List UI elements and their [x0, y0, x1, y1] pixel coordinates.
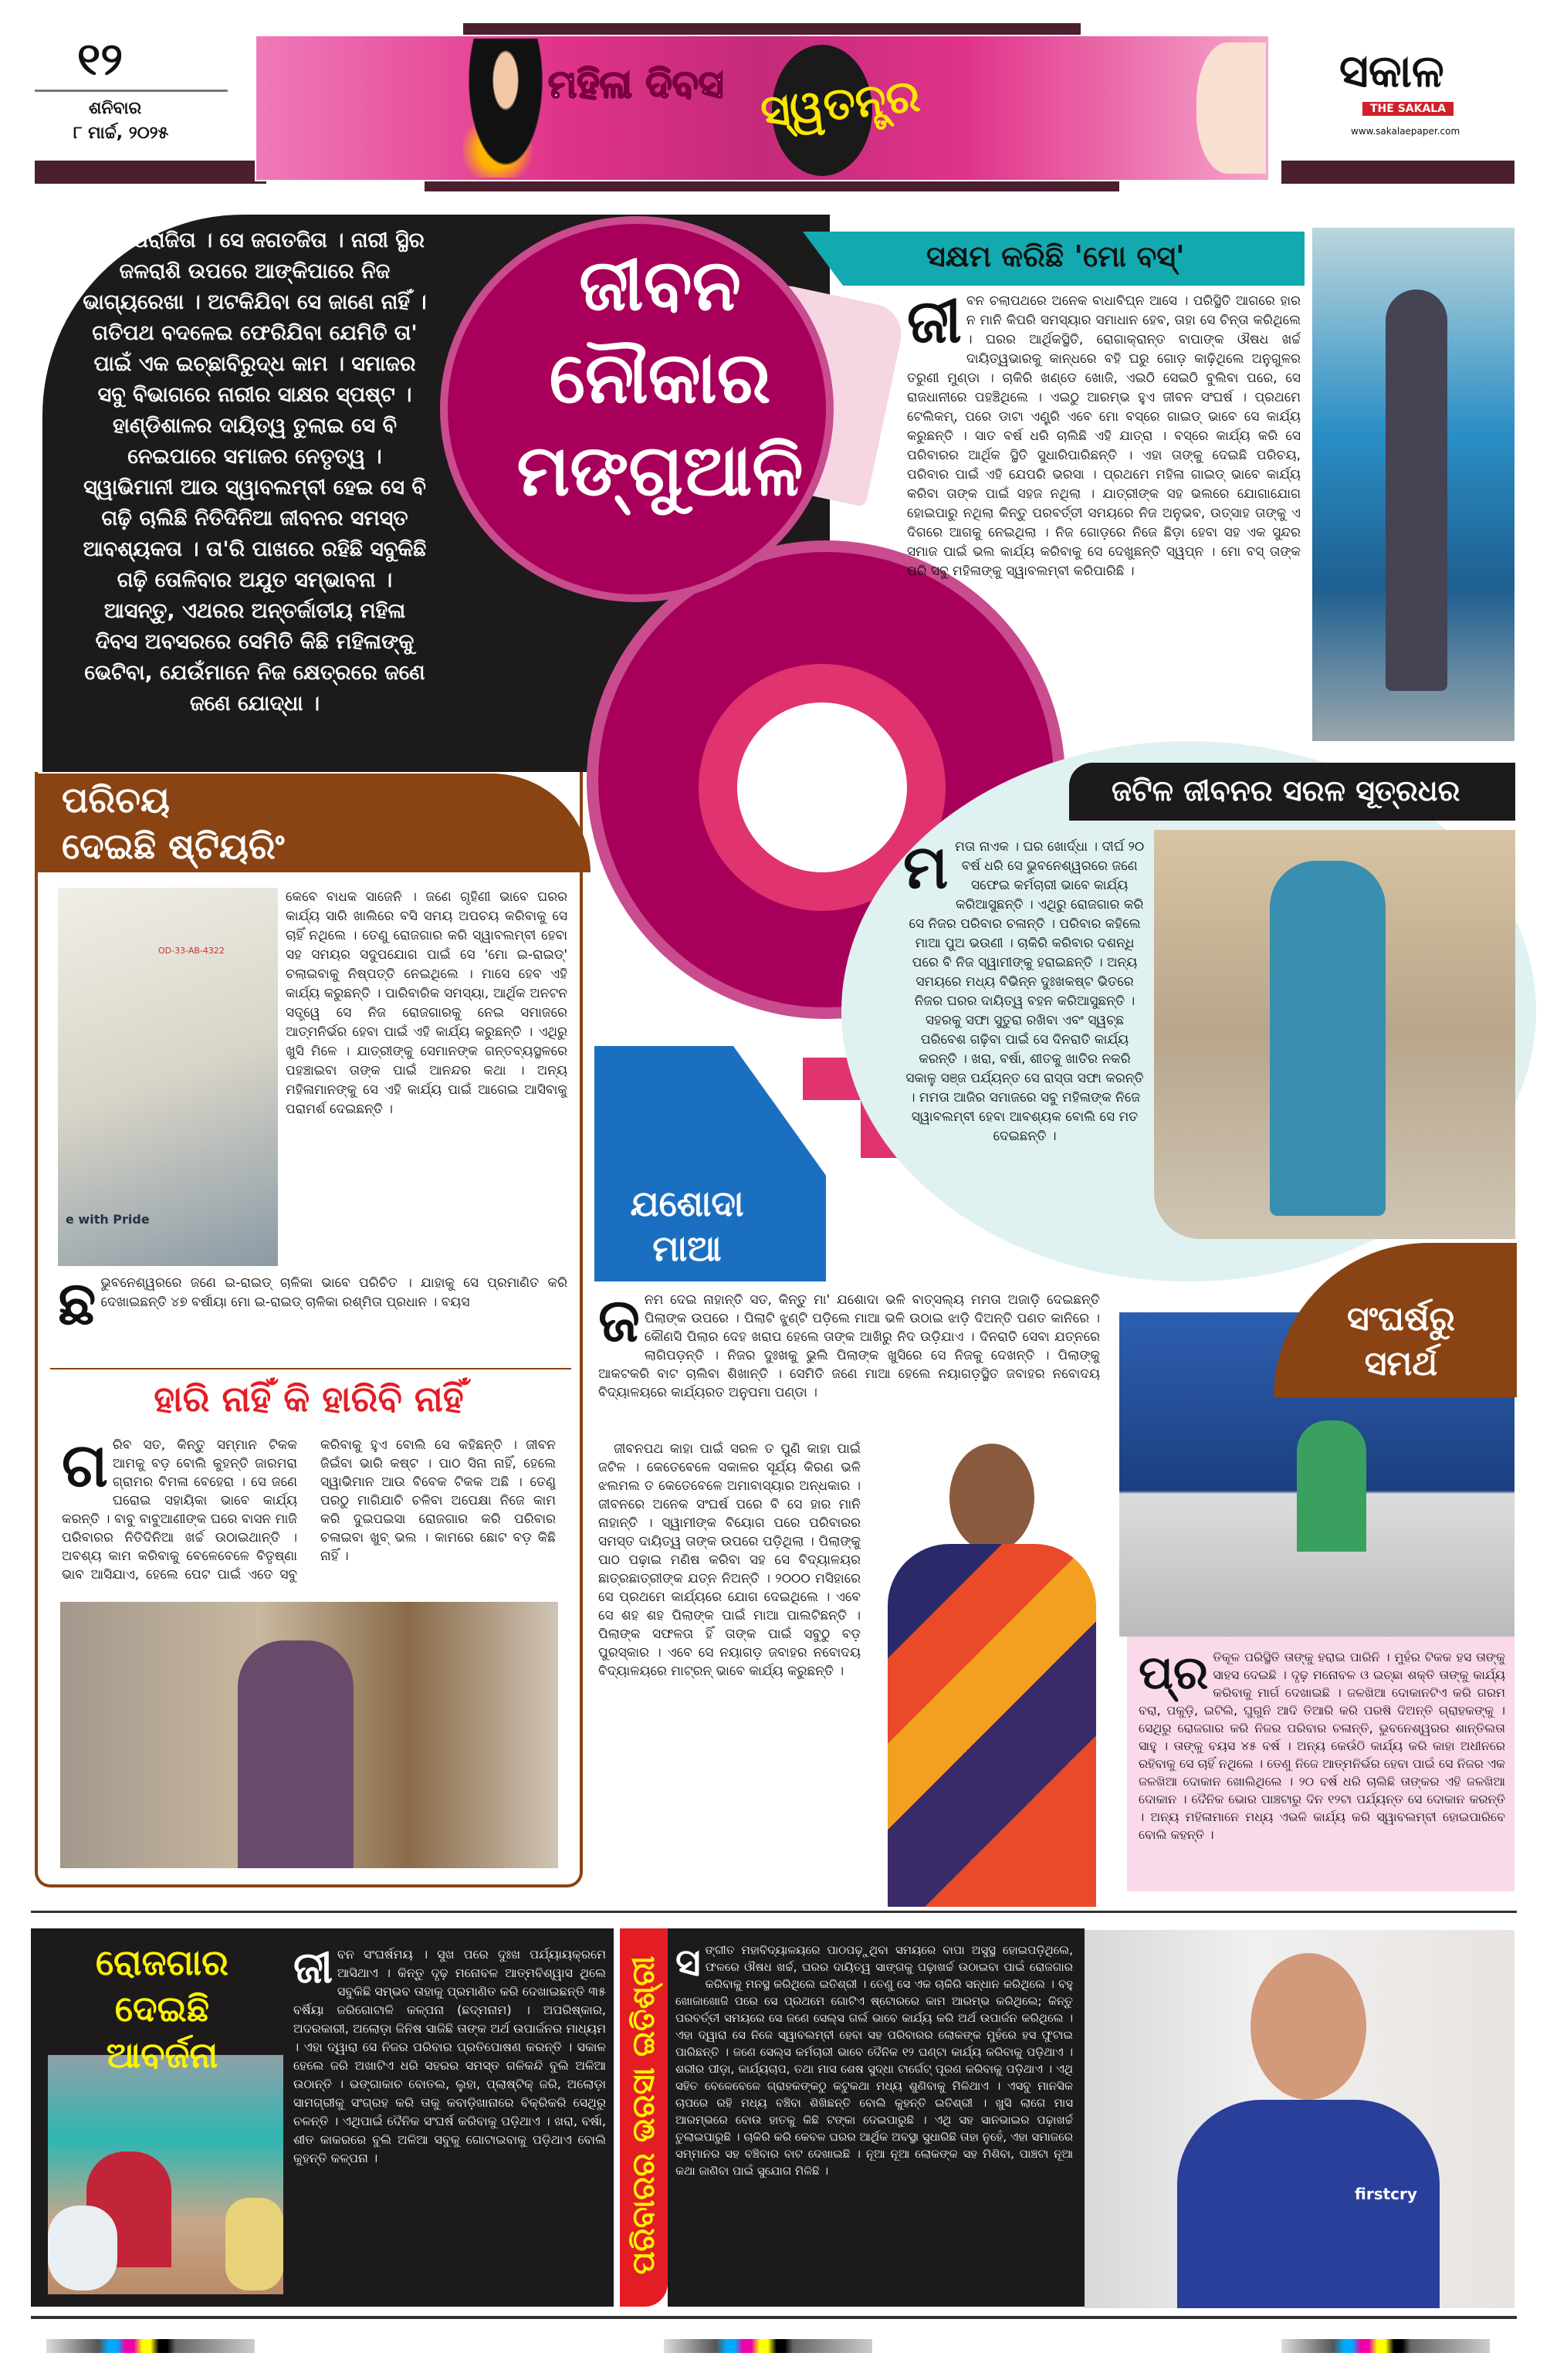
maroon-bar-right: [1281, 161, 1514, 184]
page-header: [0, 0, 1550, 193]
person-face: [949, 1444, 1034, 1552]
sangharsha-headline-line-1: ସଂଘର୍ଷରୁ: [1347, 1299, 1455, 1339]
header-divider: [35, 90, 228, 92]
sales-girl-photo: [1085, 1930, 1514, 2308]
yashoda-article-cont: ଜୀବନପଥ କାହା ପାଇଁ ସରଳ ତ ପୁଣି କାହା ପାଇଁ ଜଟିଳ । କେତେବେଳେ ସକାଳର ସୂର୍ଯ୍ୟ କିରଣ ଭଳି ଝଲମଲ ତ କେତେବେଳେ ଅମାବାସ୍ୟାର ଅନ୍ଧକାର । ଜୀବନରେ ଅନେକ ସଂଘର୍ଷ ପରେ ବି ସେ ହାର ମାନି ନାହାନ୍ତି । ସ୍ୱାମୀଙ୍କ ବିୟୋଗ ପରେ ପରିବାରର ସମସ୍ତ ଦାୟିତ୍ୱ ତାଙ୍କ ଉପରେ ପଡ଼ିଥିଲା । ପିଲାଙ୍କୁ ପାଠ ପଢ଼ାଇ ମଣିଷ କରିବା ସହ ସେ ବିଦ୍ୟାଳୟର ଛାତ୍ରଛାତ୍ରୀଙ୍କ ଯତ୍ନ ନିଅନ୍ତି । ୨୦୦୦ ମସିହାରେ ସେ ପ୍ରଥମେ କାର୍ଯ୍ୟରେ ଯୋଗ ଦେଇଥିଲେ । ଏବେ ସେ ଶହ ଶହ ପିଲାଙ୍କ ପାଇଁ ମାଆ ପାଲଟିଛନ୍ତି । ପିଲାଙ୍କ ସଫଳତା ହିଁ ତାଙ୍କ ପାଇଁ ସବୁଠୁ ବଡ଼ ପୁରସ୍କାର । ଏବେ ସେ ନୟାଗଡ଼ ଜବାହର ନବୋଦୟ ବିଦ୍ୟାଳୟରେ ମାଟ୍ରନ୍ ଭାବେ କାର୍ଯ୍ୟ କରୁଛନ୍ତି ।: [598, 1441, 861, 1679]
banner-badge-text: ସ୍ୱତନ୍ତ୍ର: [757, 69, 922, 138]
steering-headline: [62, 777, 285, 869]
color-registration-bar: [664, 2339, 872, 2353]
sweeper-photo: [1154, 830, 1515, 1239]
main-headline-line-1: ଜୀବନ: [579, 244, 741, 327]
itishree-headline: ପରିବାରର ଭରସା ଇତିଶ୍ରୀ: [626, 1955, 662, 2275]
sack: [48, 2206, 117, 2290]
logo-subtitle: THE SAKALA: [1362, 102, 1454, 116]
yashoda-headline-line-1: ଯଶୋଦା: [630, 1183, 744, 1224]
person-face: [1250, 1953, 1366, 2100]
banner-title: ମହିଳା ଦିବସ: [548, 62, 724, 107]
intro-text: ସେ ଅପରାଜିତା । ସେ ଜଗତଜିତା । ନାରୀ ସ୍ଥିର ଜଳରାଶି ଉପରେ ଆଙ୍କିପାରେ ନିଜ ଭାଗ୍ୟରେଖା । ଅଟକିଯିବା ସେ ଜାଣେ ନାହିଁ । ଗତିପଥ ବଦଳେଇ ଫେରିଯିବା ଯେମିତି ତା' ପାଇଁ ଏକ ଇଚ୍ଛାବିରୁଦ୍ଧ କାମ । ସମାଜର ସବୁ ବିଭାଗରେ ନାରୀର ସାକ୍ଷର ସ୍ପଷ୍ଟ । ହାଣ୍ଡିଶାଳର ଦାୟିତ୍ୱ ତୁଲାଇ ସେ ବି ନେଇପାରେ ସମାଜର ନେତୃତ୍ୱ । ସ୍ୱାଭିମାନୀ ଆଉ ସ୍ୱାବଲମ୍ବୀ ହେଇ ସେ ବି ଗଢ଼ି ଚାଲିଛି ନିତିଦିନିଆ ଜୀବନର ସମସ୍ତ ଆବଶ୍ୟକତା । ତା'ରି ପାଖରେ ରହିଛି ସବୁକିଛି ଗଢ଼ି ତୋଳିବାର ଅଯୁତ ସମ୍ଭାବନା । ଆସନ୍ତୁ, ଏଥରର ଅନ୍ତର୍ଜାତୀୟ ମହିଳା ଦିବସ ଅବସରରେ ସେମିତି କିଛି ମହିଳାଙ୍କୁ ଭେଟିବା, ଯେଉଁମାନେ ନିଜ କ୍ଷେତ୍ରରେ ଜଣେ ଜଣେ ଯୋଦ୍ଧା ।: [83, 229, 427, 716]
article-body: ମତା ନାଏକ । ଘର ଖୋର୍ଦ୍ଧା । ଦୀର୍ଘ ୨୦ ବର୍ଷ ଧରି ସେ ଭୁବନେଶ୍ୱରରେ ଜଣେ ସଫେଇ କର୍ମଚାରୀ ଭାବେ କାର୍ଯ୍ୟ କରିଆସୁଛନ୍ତି । ଏଥିରୁ ରୋଜଗାର କରି ସେ ନିଜର ପରିବାର ଚଳାନ୍ତି । ପରିବାର କହିଲେ ମାଆ ପୁଅ ଭଉଣୀ । ଚାକିରି କରିବାର ଦଶନ୍ଧି ପରେ ବି ନିଜ ସ୍ୱାମୀଙ୍କୁ ହରାଇଛନ୍ତି । ଅନ୍ୟ ସମୟରେ ମଧ୍ୟ ବିଭିନ୍ନ ଦୁଃଖକଷ୍ଟ ଭିତରେ ନିଜର ଘରର ଦାୟିତ୍ୱ ବହନ କରିଆସୁଛନ୍ତି । ସହରକୁ ସଫା ସୁତୁରା ରଖିବା ଏବଂ ସ୍ୱଚ୍ଛ ପରିବେଶ ଗଢ଼ିବା ପାଇଁ ସେ ଦିନରାତି କାର୍ଯ୍ୟ କରନ୍ତି । ଖରା, ବର୍ଷା, ଶୀତକୁ ଖାତିର ନକରି ସକାଳୁ ସଞ୍ଜ ପର୍ଯ୍ୟନ୍ତ ସେ ରାସ୍ତା ସଫା କରନ୍ତି । ମମତା ଆଜିର ସମାଜରେ ସବୁ ମହିଳାଙ୍କ ନିଜେ ସ୍ୱାବଲମ୍ବୀ ହେବା ଆବଶ୍ୟକ ବୋଲି ସେ ମତ ଦେଇଛନ୍ତି ।: [905, 839, 1145, 1144]
color-registration-bar: [46, 2339, 255, 2353]
steering-headline-line-2: ଦେଇଛି ଷ୍ଟିୟରିଂ: [62, 825, 285, 867]
domestic-worker-photo: [60, 1602, 558, 1868]
person-silhouette: [1297, 1420, 1366, 1552]
drop-cap: ଜ: [598, 1291, 640, 1356]
waste-picker-photo: [48, 2055, 283, 2294]
drop-cap: ଗ: [62, 1436, 108, 1501]
drop-cap: ଛ: [58, 1274, 96, 1339]
jatila-article: [903, 838, 1146, 1254]
main-headline-line-3: ମଙ୍ଗୁଆଳି: [516, 429, 804, 512]
jatila-headline: ଜଟିଳ ଜୀବନର ସରଳ ସୂତ୍ରଧର: [1112, 774, 1460, 807]
drop-cap: ପ୍ର: [1139, 1648, 1209, 1700]
auto-number: OD-33-AB-4322: [158, 946, 225, 956]
website[interactable]: www.sakalaepaper.com: [1351, 126, 1460, 137]
e-rickshaw-photo: [58, 888, 278, 1266]
mo-bus-headline: ସକ୍ଷମ କରିଛି 'ମୋ ବସ୍': [926, 239, 1185, 273]
hari-nahin-article: [62, 1436, 556, 1598]
person-silhouette: [1270, 861, 1386, 1216]
main-headline: [502, 239, 818, 517]
bottom-rule: [31, 1911, 1517, 1913]
abarjana-headline-line-2: ଆବର୍ଜନା: [106, 2034, 218, 2076]
section-divider: [50, 1368, 571, 1369]
banner-face-illustration: [1196, 42, 1266, 174]
abarjana-article: [293, 1945, 606, 2293]
page-number: ୧୨: [77, 32, 124, 85]
article-body: ନମ ଦେଇ ନାହାନ୍ତି ସତ, କିନ୍ତୁ ମା' ଯଶୋଦା ଭଳି ବାତ୍ସଲ୍ୟ ମମତା ଅଜାଡ଼ି ଦେଇଛନ୍ତି ପିଲାଙ୍କ ଉପରେ । ପିଲାଟି ଝୁଣ୍ଟି ପଡ଼ିଲେ ମାଆ ଭଳି ଉଠାଇ ଝାଡ଼ି ଦିଅନ୍ତି ପଣତ କାନିରେ । କୌଣସି ପିଲାର ଦେହ ଖରାପ ହେଲେ ତାଙ୍କ ଆଖିରୁ ନିଦ ଉଡ଼ିଯାଏ । ଦିନରାତି ସେବା ଯତ୍ନରେ ଲାଗିପଡ଼ନ୍ତି । ନିଜର ଦୁଃଖକୁ ଭୁଲି ପିଲାଙ୍କ ଖୁସିରେ ସେ ନିଜକୁ ଦେଖନ୍ତି । ପିଲାଙ୍କୁ ଆକଟକରି ବାଟ ଚାଲିବା ଶିଖାନ୍ତି । ସେମିତି ଜଣେ ମାଆ ହେଲେ ନୟାଗଡ଼ସ୍ଥିତ ଜବାହର ନବୋଦୟ ବିଦ୍ୟାଳୟରେ କାର୍ଯ୍ୟରତ ଅନୁପମା ପଣ୍ଡା ।: [598, 1292, 1100, 1400]
day: ଶନିବାର: [89, 99, 142, 118]
abarjana-headline-line-1: ରୋଜଗାର ଦେଇଛି: [95, 1942, 229, 2030]
itishree-article: [675, 1942, 1073, 2297]
date: ୮ ମାର୍ଚ୍ଚ, ୨୦୨୫: [73, 124, 169, 143]
color-registration-bar: [1281, 2339, 1490, 2353]
drop-cap: ଜୀ: [907, 292, 962, 357]
person-saree: [888, 1544, 1096, 1907]
yashoda-headline: [610, 1181, 764, 1271]
drop-cap: ମ: [903, 838, 949, 902]
abarjana-headline: [42, 1939, 282, 2078]
article-body: ଙ୍ଗୀତ ମହାବିଦ୍ୟାଳୟରେ ପାଠପଢ଼ୁଥିବା ସମୟରେ ବାପା ଅସୁସ୍ଥ ହୋଇପଡ଼ିଥିଲେ, ଫଳରେ ଔଷଧ ଖର୍ଚ୍ଚ, ଘରର ଦାୟିତ୍ୱ ସାଙ୍ଗକୁ ପଢ଼ାଖର୍ଚ୍ଚ ଉଠାଇବା ପାଇଁ ରୋଜଗାର କରିବାକୁ ମନସ୍ଥ କରିଥିଲେ ଇତିଶ୍ରୀ । ତେଣୁ ସେ ଏକ ଚାକିରି ସନ୍ଧାନ କରିଥିଲେ । ବହୁ ଖୋଜାଖୋଜି ପରେ ସେ ପ୍ରଥମେ ଗୋଟିଏ ଷ୍ଟୋରରେ କାମ ଆରମ୍ଭ କରିଥିଲେ; କିନ୍ତୁ ପରବର୍ତ୍ତୀ ସମୟରେ ସେ ଜଣେ ସେଲ୍ସ ଗର୍ଲ ଭାବେ କାର୍ଯ୍ୟ କରି ଅର୍ଥ ଉପାର୍ଜନ କରିଥିଲେ । ଏହା ଦ୍ୱାରା ସେ ନିଜେ ସ୍ୱାବଲମ୍ବୀ ହେବା ସହ ପରିବାରର ଲୋକଙ୍କ ମୁହଁରେ ହସ ଫୁଟାଇ ପାରିଛନ୍ତି । ଜଣେ ସେଲ୍ସ କର୍ମଚାରୀ ଭାବେ ଦୈନିକ ୧୨ ଘଣ୍ଟା କାର୍ଯ୍ୟ କରିବାକୁ ପଡ଼ିଥାଏ । ଶରୀର ପୀଡ଼ା, କାର୍ଯ୍ୟଚାପ, ତଥା ମାସ ଶେଷ ସୁଦ୍ଧା ଟାର୍ଗେଟ୍ ପୂରଣ କରିବାକୁ ପଡ଼ିଥାଏ । ଏଥି ସହିତ ବେଳେବେଳେ ଗ୍ରାହକଙ୍କଠୁ କଟୁକଥା ମଧ୍ୟ ଶୁଣିବାକୁ ମିଳିଥାଏ । ଏସବୁ ମାନସିକ ଚାପରେ ରହି ମଧ୍ୟ ବଞ୍ଚିବା ଶିଖିଛନ୍ତି ବୋଲି କୁହନ୍ତି ଇତିଶ୍ରୀ । ଖୁସି ଲାଗେ ମାସ ଆରମ୍ଭରେ ବୋଉ ହାତକୁ କିଛି ଟଙ୍କା ଦେଇପାରୁଛି । ଏଥି ସହ ସାନଭାଇର ପଢ଼ାଖର୍ଚ୍ଚ ତୁଲାଇପାରୁଛି । ଚାକିରି କରି କେବଳ ଘରର ଆର୍ଥିକ ଅବସ୍ଥା ସୁଧାରିଛି ତାହା ନୁହେଁ, ଏହା ସମାଜରେ ସମ୍ମାନର ସହ ବଞ୍ଚିବାର ବାଟ ଦେଖାଇଛି । ନୂଆ ନୂଆ ଲୋକଙ୍କ ସହ ମିଶିବା, ପାଞ୍ଚଟା ନୂଆ କଥା ଜାଣିବା ପାଇଁ ସୁଯୋଗ ମିଳିଛି ।: [675, 1943, 1073, 2178]
steering-headline-line-1: ପରିଚୟ: [62, 779, 170, 821]
drop-cap: ଜୀ: [293, 1945, 333, 1993]
yashoda-headline-line-2: ମାଆ: [652, 1227, 722, 1269]
footer-rule: [31, 2316, 1517, 2319]
sangharsha-headline: [1305, 1297, 1498, 1386]
maroon-bar-left: [35, 161, 266, 184]
sack: [225, 2198, 283, 2290]
article-body: ରିବ ସତ, କିନ୍ତୁ ସମ୍ମାନ ଟିକକ ଆମକୁ ବଡ଼ ବୋଲି କୁହନ୍ତି ଜାରମରା ଗ୍ରାମର ବିମଳା ବେହେରା । ସେ ଜଣେ ଘରୋଇ ସହାୟିକା ଭାବେ କାର୍ଯ୍ୟ କରନ୍ତି । ବାବୁ ବାବୁଆଣୀଙ୍କ ଘରେ ବାସନ ମାଜି ପରିବାରର ନିତିଦିନିଆ ଖର୍ଚ୍ଚ ଉଠାଇଥାନ୍ତି । ଅବଶ୍ୟ କାମ କରିବାକୁ ବେଳେବେଳେ ବିତୃଷ୍ଣା ଭାବ ଆସିଯାଏ, ହେଲେ ପେଟ ପାଇଁ ଏତେ ସବୁ କରିବାକୁ ହୁଏ ବୋଲି ସେ କହିଛନ୍ତି । ଜୀବନ ଜିଇଁବା ଭାରି କଷ୍ଟ । ପାଠ ସିନା ନାହିଁ, ହେଲେ ସ୍ୱାଭିମାନ ଆଉ ବିବେକ ଟିକକ ଅଛି । ତେଣୁ ପରଠୁ ମାଗିଯାଚି ଚଳିବା ଅପେକ୍ଷା ନିଜେ କାମ କରି ଦୁଇପଇସା ରୋଜଗାର କରି ପରିବାର ଚଳାଇବା ଖୁବ୍ ଭଲ । କାମରେ ଛୋଟ ବଡ଼ କିଛି ନାହିଁ ।: [62, 1437, 556, 1583]
article-body: ଭୁବନେଶ୍ୱରରେ ଜଣେ ଇ-ରାଇଡ୍ ଚାଳିକା ଭାବେ ପରିଚିତ । ଯାହାକୁ ସେ ପ୍ରମାଣିତ କରି ଦେଖାଇଛନ୍ତି ୪୭ ବର୍ଷୀୟା ମୋ ଇ-ରାଇଡ୍ ଚାଳିକା ରଶ୍ମିତା ପ୍ରଧାନ । ବୟସ: [100, 1275, 567, 1310]
steering-article: କେବେ ବାଧକ ସାଜେନି । ଜଣେ ଗୃହିଣୀ ଭାବେ ଘରର କାର୍ଯ୍ୟ ସାରି ଖାଲିରେ ବସି ସମୟ ଅପଚୟ କରିବାକୁ ସେ ଚାହିଁ ନଥିଲେ । ତେଣୁ ରୋଜଗାର କରି ସ୍ୱାବଲମ୍ବୀ ହେବା ସହ ସମୟର ସଦୁପଯୋଗ ପାଇଁ ସେ 'ମୋ ଇ-ରାଇଡ୍' ଚଲାଇବାକୁ ନିଷ୍ପତ୍ତି ନେଇଥିଲେ । ମାସେ ହେବ ଏହି କାର୍ଯ୍ୟ କରୁଛନ୍ତି । ପାରିବାରିକ ସମସ୍ୟା, ଆର୍ଥିକ ଅନଟନ ସତ୍ତ୍ୱେ ସେ ନିଜ ରୋଜଗାରକୁ ନେଇ ସମାଜରେ ଆତ୍ମନିର୍ଭର ହେବା ପାଇଁ ଏହି କାର୍ଯ୍ୟ କରୁଛନ୍ତି । ଏଥିରୁ ଖୁସି ମିଳେ । ଯାତ୍ରୀଙ୍କୁ ସେମାନଙ୍କ ଗନ୍ତବ୍ୟସ୍ଥଳରେ ପହଞ୍ଚାଇବା ତାଙ୍କ ପାଇଁ ଆନନ୍ଦର କଥା । ଅନ୍ୟ ମହିଳାମାନଙ୍କୁ ସେ ଏହି କାର୍ଯ୍ୟ ପାଇଁ ଆଗେଇ ଆସିବାକୁ ପରାମର୍ଶ ଦେଇଛନ୍ତି ।: [286, 889, 567, 1117]
uniform-logo: firstcry: [1355, 2185, 1417, 2203]
bus-guide-photo: [1312, 228, 1514, 741]
article-body: ତିକୂଳ ପରିସ୍ଥିତି ତାଙ୍କୁ ହରାଇ ପାରିନି । ମୁହଁର ଟିକକ ହସ ତାଙ୍କୁ ସାହସ ଦେଇଛି । ଦୃଢ଼ ମନୋବଳ ଓ ଇଚ୍ଛା ଶକ୍ତି ତାଙ୍କୁ କାର୍ଯ୍ୟ କରିବାକୁ ମାର୍ଗ ଦେଖାଇଛି । ଜଳଖିଆ ଦୋକାନଟିଏ କରି ଗରମ ବରା, ପକୁଡ଼ି, ଇଟିଲି, ଘୁଗୁନି ଆଦି ତିଆରି କରି ପରଷି ଦିଅନ୍ତି ଗ୍ରାହକଙ୍କୁ । ସେଥିରୁ ରୋଜଗାର କରି ନିଜର ପରିବାର ଚଳାନ୍ତି, ଭୁବନେଶ୍ୱରର ଶାନ୍ତିଲତା ସାହୁ । ତାଙ୍କୁ ବୟସ ୪୫ ବର୍ଷ । ଅନ୍ୟ କେଉଁଠି କାର୍ଯ୍ୟ କରି କାହା ଅଧୀନରେ ରହିବାକୁ ସେ ଚାହିଁ ନଥିଲେ । ତେଣୁ ନିଜେ ଆତ୍ମନିର୍ଭର ହେବା ପାଇଁ ସେ ନିଜର ଏକ ଜଳଖିଆ ଦୋକାନ ଖୋଲିଥିଲେ । ୨୦ ବର୍ଷ ଧରି ଚାଲିଛି ତାଙ୍କର ଏହି ଜଳଖିଆ ଦୋକାନ । ଦୈନିକ ଭୋର ପାଞ୍ଚଟାରୁ ଦିନ ୧୨ଟା ପର୍ଯ୍ୟନ୍ତ ସେ ଦୋକାନ କରନ୍ତି । ଅନ୍ୟ ମହିଳାମାନେ ମଧ୍ୟ ଏଭଳି କାର୍ଯ୍ୟ କରି ସ୍ୱାବଲମ୍ବୀ ହୋଇପାରିବେ ବୋଲି କହନ୍ତି ।: [1139, 1650, 1505, 1842]
matron-photo: [865, 1436, 1119, 1907]
mo-bus-article: [907, 292, 1301, 732]
auto-brand: e with Pride: [66, 1212, 150, 1227]
banner-woman-illustration: [463, 39, 548, 178]
drop-cap: ସ: [675, 1942, 701, 1985]
main-headline-line-2: ନୌକାର: [549, 337, 771, 419]
person-uniform: [1177, 2100, 1440, 2308]
article-body: ବନ ସଂଘର୍ଷମୟ । ସୁଖ ପରେ ଦୁଃଖ ପର୍ଯ୍ୟାୟକ୍ରମେ ଆସିଥାଏ । କିନ୍ତୁ ଦୃଢ଼ ମନୋବଳ ଆତ୍ମବିଶ୍ୱାସ ଥିଲେ ସବୁକିଛି ସମ୍ଭବ ତାହାକୁ ପ୍ରମାଣିତ କରି ଦେଖାଇଛନ୍ତି ୩୫ ବର୍ଷିୟା ଜରିଗୋଟାଳି କଳ୍ପନା (ଛଦ୍ମନାମ) । ଅପରିଷ୍କାର, ଅଦରକାରୀ, ଅଲୋଡ଼ା ଜିନିଷ ସାଜିଛି ତାଙ୍କ ଅର୍ଥ ଉପାର୍ଜନର ମାଧ୍ୟମ । ଏହା ଦ୍ୱାରା ସେ ନିଜର ପରିବାର ପ୍ରତିପୋଷଣ କରନ୍ତି । ସକାଳ ହେଲେ ଜରି ଅଖାଟିଏ ଧରି ସହରର ସମସ୍ତ ଗଳିକନ୍ଦି ବୁଲି ଅଳିଆ ଉଠାନ୍ତି । ଭଙ୍ଗାକାଚ ବୋତଲ, ଲୁହା, ପ୍ଲାଷ୍ଟିକ୍ ଜରି, ଅଲୋଡ଼ା ସାମଗ୍ରୀକୁ ସଂଗ୍ରହ କରି ତାକୁ କବାଡ଼ିଖାନାରେ ବିକ୍ରିକରି ସେଥିରୁ ଚଳନ୍ତି । ଏଥିପାଇଁ ଦୈନିକ ସଂଘର୍ଷ କରିବାକୁ ପଡ଼ିଥାଏ । ଖରା, ବର୍ଷା, ଶୀତ କାକରରେ ବୁଲି ଅଳିଆ ସବୁକୁ ଗୋଟାଇବାକୁ ପଡ଼ିଥାଏ ବୋଲି କୁହନ୍ତି କଳ୍ପନା ।: [293, 1947, 606, 2165]
logo: ସକାଳ: [1339, 45, 1444, 97]
steering-article-cont: [58, 1274, 567, 1359]
sangharsha-article: [1139, 1648, 1505, 1884]
person-silhouette: [1386, 289, 1447, 691]
person-silhouette: [238, 1640, 354, 1868]
hari-nahin-headline: ହାରି ନାହିଁ କି ହାରିବି ନାହିଁ: [154, 1378, 464, 1420]
article-body: ବନ ଚଲାପଥରେ ଅନେକ ବାଧାବିଘ୍ନ ଆସେ । ପରିସ୍ଥିତି ଆଗରେ ହାର ନ ମାନି କିପରି ସମସ୍ୟାର ସମାଧାନ ହେବ, ତାହା ସେ ଚିନ୍ତା କରିଥିଲେ । ଘରର ଆର୍ଥିକସ୍ଥିତି, ରୋଗାକ୍ରାନ୍ତ ବାପାଙ୍କ ଔଷଧ ଖର୍ଚ୍ଚ ଦାୟିତ୍ୱଭାରକୁ କାନ୍ଧରେ ବହି ଘରୁ ଗୋଡ଼ କାଢ଼ିଥିଲେ ଅନୁଗୁଳର ତରୁଣୀ ମୁଣ୍ଡା । ଚାକିରି ଖଣ୍ଡେ ଖୋଜି, ଏଇଠି ସେଇଠି ବୁଲିବା ପରେ, ସେ ରାଜଧାନୀରେ ପହଞ୍ଚିଥିଲେ । ଏଇଠୁ ଆରମ୍ଭ ହୁଏ ଜୀବନ ସଂଘର୍ଷ । ପ୍ରଥମେ ଟେଲିକମ୍, ପରେ ଡାଟା ଏଣ୍ଟ୍ରି ଏବେ ମୋ ବସ୍‌ରେ ଗାଇଡ୍ ଭାବେ ସେ କାର୍ଯ୍ୟ କରୁଛନ୍ତି । ସାତ ବର୍ଷ ଧରି ଚାଲିଛି ଏହି ଯାତ୍ରା । ବସ୍‌ରେ କାର୍ଯ୍ୟ କରି ସେ ପରିବାରର ଆର୍ଥିକ ସ୍ଥିତି ସୁଧାରିପାରିଛନ୍ତି । ଏହା ତାଙ୍କୁ ଦେଇଛି ପରିଚୟ, ପରିବାର ପାଇଁ ଏହି ଯେପରି ଭରସା । ପ୍ରଥମେ ମହିଳା ଗାଇଡ୍ ଭାବେ କାର୍ଯ୍ୟ କରିବା ତାଙ୍କ ପାଇଁ ସହଜ ନଥିଲା । ଯାତ୍ରୀଙ୍କ ସହ ଭଲରେ ଯୋଗାଯୋଗ ହୋଇପାରୁ ନଥିଲା କିନ୍ତୁ ପରବର୍ତ୍ତୀ ସମୟରେ ନିଜ ଅନୁଭବ, ଉତ୍ସାହ ତାଙ୍କୁ ଏ ଦିଗରେ ଆଗକୁ ନେଇଥିଲା । ନିଜ ଗୋଡ଼ରେ ନିଜେ ଛିଡ଼ା ହେବା ସହ ଏକ ସୁନ୍ଦର ସମାଜ ପାଇଁ ଭଲ କାର୍ଯ୍ୟ କରିବାକୁ ସେ ଦେଖୁଛନ୍ତି ସ୍ୱପ୍ନ । ମୋ ବସ୍ ତାଙ୍କ ପରି ସବୁ ମହିଳାଙ୍କୁ ସ୍ୱାବଲମ୍ବୀ କରିପାରିଛି ।: [907, 293, 1301, 579]
sangharsha-headline-line-2: ସମର୍ଥ: [1364, 1344, 1438, 1383]
yashoda-article: [598, 1291, 1100, 1437]
